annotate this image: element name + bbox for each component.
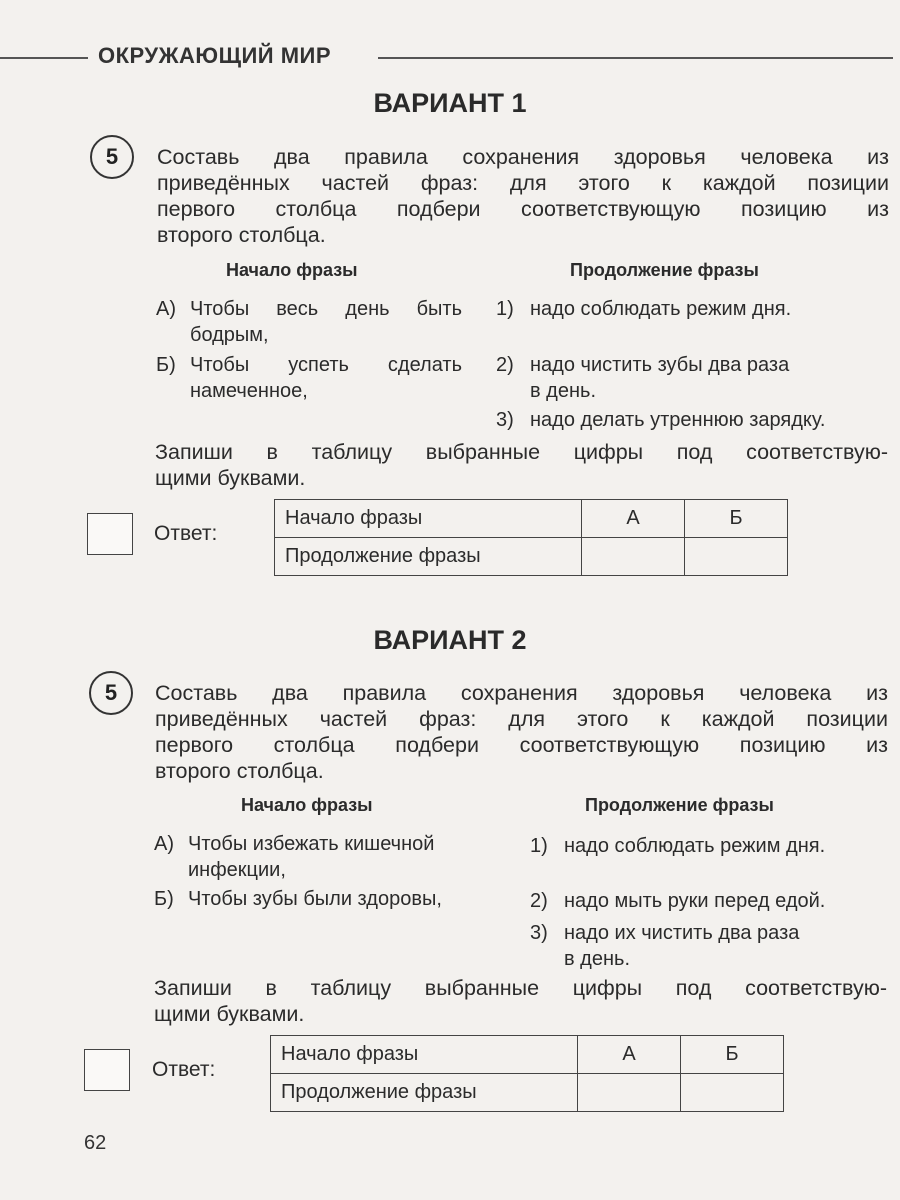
item-line-2: в день. (530, 380, 596, 402)
variant-1-right-item-2 (496, 352, 896, 404)
item-marker: 2) (496, 354, 514, 376)
item-line-2: в день. (564, 948, 630, 970)
item-marker: Б) (154, 888, 174, 910)
variant-2-task-line-1: Составь два правила сохранения здоровья человека из (155, 681, 888, 705)
variant-2-title: ВАРИАНТ 2 (373, 625, 527, 655)
variant-1-task-line-1: Составь два правила сохранения здоровья человека из (157, 145, 889, 169)
variant-2-task-number: 5 (89, 671, 133, 715)
variant-1-instruction-line-2: щими буквами. (155, 466, 306, 490)
item-line-2: бодрым, (190, 324, 269, 346)
variant-1-task-line-2: приведённых частей фраз: для этого к каждой позиции (157, 171, 889, 195)
variant-1-right-item-3 (496, 407, 896, 433)
variant-2-score-box (84, 1049, 130, 1091)
item-marker: Б) (156, 354, 176, 376)
item-marker: 2) (530, 890, 548, 912)
table-cell-label: Продолжение фразы (275, 538, 582, 576)
variant-1-col-right-header: Продолжение фразы (570, 260, 759, 280)
variant-2-right-item-3 (530, 920, 895, 972)
item-marker: А) (154, 833, 174, 855)
variant-2-instruction-line-2: щими буквами. (154, 1002, 305, 1026)
variant-2-answer-label: Ответ: (152, 1058, 216, 1081)
table-row (275, 538, 788, 576)
variant-1-answer-table (274, 499, 788, 576)
variant-2-task-line-4: второго столбца. (155, 759, 324, 783)
table-cell-label: Начало фразы (271, 1036, 578, 1074)
header-rule-left (0, 57, 88, 59)
variant-1-title: ВАРИАНТ 1 (373, 88, 527, 118)
item-line-1: Чтобы зубы были здоровы, (188, 888, 442, 910)
variant-1-left-item-a (156, 296, 476, 348)
table-cell-header-b: Б (681, 1036, 784, 1074)
item-line-1: надо мыть руки перед едой. (564, 890, 826, 912)
table-cell-label: Продолжение фразы (271, 1074, 578, 1112)
item-marker: 1) (530, 835, 548, 857)
item-marker: 3) (496, 409, 514, 431)
variant-1-col-left-header: Начало фразы (226, 260, 358, 280)
table-row (271, 1074, 784, 1112)
subject-title: ОКРУЖАЮЩИЙ МИР (98, 43, 332, 68)
variant-1-score-box (87, 513, 133, 555)
answer-cell-a[interactable] (578, 1074, 681, 1112)
variant-2-right-item-2 (530, 888, 895, 914)
variant-1-answer-label: Ответ: (154, 522, 218, 545)
variant-2-left-item-a (154, 831, 494, 883)
answer-cell-b[interactable] (685, 538, 788, 576)
page-number: 62 (84, 1132, 107, 1154)
variant-2-task-line-2: приведённых частей фраз: для этого к каждой позиции (155, 707, 888, 731)
variant-1-task-line-3: первого столбца подбери соответствующую позицию из (157, 197, 889, 221)
item-line-1: надо их чистить два раза (564, 922, 800, 944)
item-marker: 3) (530, 922, 548, 944)
variant-1-task-line-4: второго столбца. (157, 223, 326, 247)
variant-2-left-item-b (154, 886, 499, 912)
table-cell-header-a: А (578, 1036, 681, 1074)
variant-1-instruction-line-1: Запиши в таблицу выбранные цифры под соответствую- (155, 440, 888, 464)
header-rule-right (378, 57, 893, 59)
item-line-1: Чтобы весь день быть (190, 298, 462, 320)
variant-1-left-item-b (156, 352, 476, 404)
variant-2-col-left-header: Начало фразы (241, 795, 373, 815)
variant-2-task-line-3: первого столбца подбери соответствующую позицию из (155, 733, 888, 757)
item-line-1: надо соблюдать режим дня. (564, 835, 826, 857)
table-row (275, 500, 788, 538)
item-marker: А) (156, 298, 176, 320)
variant-2-right-item-1 (530, 833, 895, 859)
variant-2-instruction-line-1: Запиши в таблицу выбранные цифры под соответствую- (154, 976, 887, 1000)
table-cell-header-a: А (582, 500, 685, 538)
page-header (0, 40, 900, 74)
item-line-1: Чтобы избежать кишечной (188, 833, 435, 855)
answer-cell-a[interactable] (582, 538, 685, 576)
item-line-1: надо чистить зубы два раза (530, 354, 790, 376)
item-line-1: Чтобы успеть сделать (190, 354, 462, 376)
table-row (271, 1036, 784, 1074)
item-line-2: намеченное, (190, 380, 308, 402)
variant-1-right-item-1 (496, 296, 896, 322)
variant-1-task-number: 5 (90, 135, 134, 179)
item-line-1: надо соблюдать режим дня. (530, 298, 792, 320)
variant-2-answer-table (270, 1035, 784, 1112)
variant-2-col-right-header: Продолжение фразы (585, 795, 774, 815)
item-marker: 1) (496, 298, 514, 320)
table-cell-header-b: Б (685, 500, 788, 538)
table-cell-label: Начало фразы (275, 500, 582, 538)
item-line-2: инфекции, (188, 859, 286, 881)
item-line-1: надо делать утреннюю зарядку. (530, 409, 826, 431)
answer-cell-b[interactable] (681, 1074, 784, 1112)
